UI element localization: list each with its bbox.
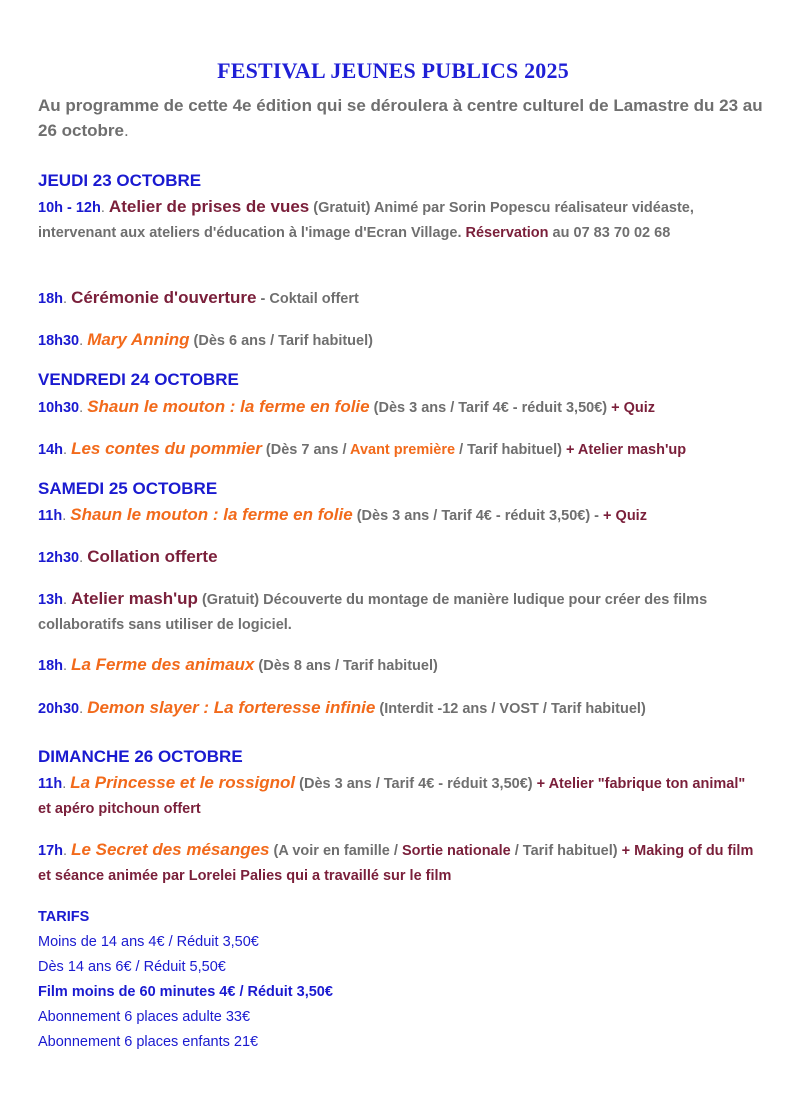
event-samedi-5 — [38, 695, 758, 722]
film-title: Shaun le mouton : la ferme en folie — [70, 505, 353, 524]
event-name: Collation offerte — [87, 547, 218, 566]
event-desc: (Dès 3 ans / Tarif 4€ - réduit 3,50€) — [369, 400, 612, 416]
event-time: 10h - 12h — [38, 200, 101, 216]
event-time: 18h — [38, 291, 63, 307]
event-desc: (Dès 8 ans / Tarif habituel) — [254, 658, 438, 674]
event-dot: . — [79, 333, 88, 349]
tarif-line: Film moins de 60 minutes 4€ / Réduit 3,50€ — [38, 984, 333, 1000]
event-time: 10h30 — [38, 400, 80, 416]
film-title: Le Secret des mésanges — [71, 840, 270, 859]
intro-text: Au programme de cette 4e édition qui se déroulera à centre culturel de Lamastre du 23 au 26 octobre — [38, 96, 763, 140]
event-time: 12h30 — [38, 550, 80, 566]
event-extra: + Atelier mash'up — [565, 442, 687, 458]
event-dot: . — [63, 592, 72, 608]
tarifs-heading: TARIFS — [38, 909, 90, 925]
event-time: 20h30 — [38, 701, 80, 717]
event-dimanche-1 — [38, 770, 758, 822]
event-name: Atelier mash'up — [71, 589, 198, 608]
event-extra: + Quiz — [603, 508, 647, 524]
event-dot: . — [63, 658, 72, 674]
tarif-line: Moins de 14 ans 4€ / Réduit 3,50€ — [38, 934, 259, 950]
event-dot: . — [79, 550, 88, 566]
event-jeudi-1 — [38, 194, 758, 246]
event-time: 14h — [38, 442, 63, 458]
film-title: Demon slayer : La forteresse infinie — [87, 698, 376, 717]
event-desc: (Dès 3 ans / Tarif 4€ - réduit 3,50€) — [295, 776, 537, 792]
event-dot: . — [62, 776, 71, 792]
film-title: La Ferme des animaux — [71, 655, 255, 674]
event-name: Cérémonie d'ouverture — [71, 288, 257, 307]
film-title: La Princesse et le rossignol — [70, 773, 296, 792]
reservation-label: Réservation — [465, 225, 549, 241]
film-title: Les contes du pommier — [71, 439, 262, 458]
event-vendredi-2 — [38, 436, 758, 463]
event-desc: (Gratuit) Animé par Sorin Popescu réalisateur vidéaste, intervenant aux ateliers d'éducation à l'image d'Ecran Village. — [38, 200, 694, 241]
event-time: 18h — [38, 658, 63, 674]
event-desc: (Dès 7 ans / — [261, 442, 351, 458]
event-time: 18h30 — [38, 333, 80, 349]
event-extra: + Making of du film et séance animée par Lorelei Palies qui a travaillé sur le film — [38, 843, 754, 884]
event-samedi-3 — [38, 586, 758, 638]
event-time: 13h — [38, 592, 63, 608]
event-vendredi-1 — [38, 394, 758, 421]
event-extra: + Atelier "fabrique ton animal" et apéro pitchoun offert — [38, 776, 746, 817]
sortie-nationale-label: Sortie nationale — [401, 843, 511, 859]
event-desc: (Interdit -12 ans / VOST / Tarif habituel) — [375, 701, 646, 717]
avant-premiere-label: Avant première — [350, 442, 456, 458]
event-samedi-1 — [38, 502, 758, 529]
event-name: Atelier de prises de vues — [108, 197, 310, 216]
event-desc: (A voir en famille / — [269, 843, 402, 859]
event-jeudi-3 — [38, 327, 758, 354]
event-dot: . — [62, 508, 71, 524]
intro-paragraph — [38, 93, 768, 143]
event-desc: (Dès 6 ans / Tarif habituel) — [189, 333, 373, 349]
event-desc: (Dès 3 ans / Tarif 4€ - réduit 3,50€) - — [352, 508, 604, 524]
event-dot: . — [79, 400, 88, 416]
event-dot: . — [79, 701, 88, 717]
page-title: FESTIVAL JEUNES PUBLICS 2025 — [217, 58, 569, 83]
event-desc: (Gratuit) Découverte du montage de manière ludique pour créer des films collaboratifs sans utiliser de logiciel. — [38, 592, 708, 633]
event-dot: . — [63, 442, 72, 458]
event-time: 11h — [38, 508, 63, 524]
tarif-line: Dès 14 ans 6€ / Réduit 5,50€ — [38, 959, 226, 975]
event-samedi-4 — [38, 652, 758, 679]
tarif-line: Abonnement 6 places enfants 21€ — [38, 1034, 259, 1050]
event-desc: / Tarif habituel) — [510, 843, 622, 859]
event-dot: . — [63, 291, 72, 307]
tarif-line: Abonnement 6 places adulte 33€ — [38, 1009, 251, 1025]
reservation-phone: au 07 83 70 02 68 — [548, 225, 671, 241]
event-time: 17h — [38, 843, 63, 859]
event-time: 11h — [38, 776, 63, 792]
event-dimanche-2 — [38, 837, 758, 889]
film-title: Mary Anning — [87, 330, 190, 349]
event-dot: . — [63, 843, 72, 859]
event-extra: + Quiz — [611, 400, 656, 416]
tarifs-section — [38, 905, 333, 1055]
day-heading-vendredi: VENDREDI 24 OCTOBRE — [38, 370, 239, 389]
day-heading-jeudi: JEUDI 23 OCTOBRE — [38, 171, 202, 190]
intro-end: . — [123, 121, 129, 140]
event-dot: . — [100, 200, 105, 216]
film-title: Shaun le mouton : la ferme en folie — [87, 397, 370, 416]
event-desc: / Tarif habituel) — [455, 442, 566, 458]
day-heading-samedi: SAMEDI 25 OCTOBRE — [38, 479, 218, 498]
event-samedi-2 — [38, 544, 758, 571]
event-desc: - Coktail offert — [256, 291, 359, 307]
day-heading-dimanche: DIMANCHE 26 OCTOBRE — [38, 747, 243, 766]
event-jeudi-2 — [38, 285, 758, 312]
